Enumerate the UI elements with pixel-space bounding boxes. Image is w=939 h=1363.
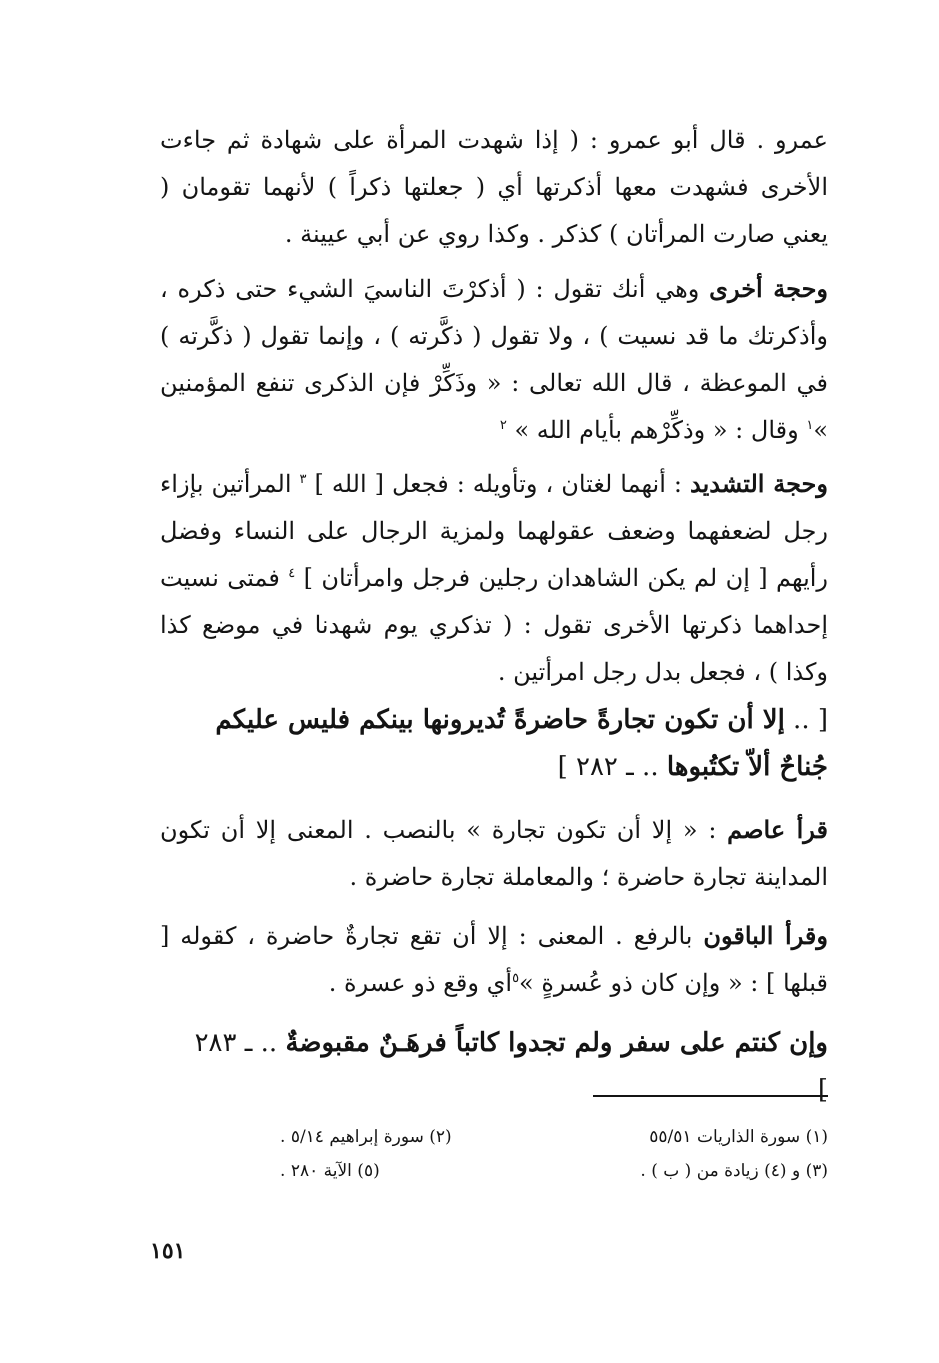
footnote-1: (١) سورة الذاريات ٥٥/٥١ [649, 1127, 828, 1147]
paragraph-text: بالرفع . المعنى : إلا أن تقع تجارةٌ حاضرة ، كقوله [ قبلها ] : « وإن كان ذو عُسرةٍ » [160, 922, 828, 997]
footnote-2: (٢) سورة إبراهيم ٥/١٤ . [280, 1127, 452, 1147]
footnote-ref-4: ٤ [288, 566, 296, 581]
page-number: ١٥١ [150, 1238, 186, 1264]
footnote-row [280, 1154, 828, 1188]
paragraph-tashdid-argument [160, 460, 828, 696]
verse-open-bracket: [ .. [784, 705, 828, 735]
paragraph-text: : أنهما لغتان ، وتأويله : فجعل [ الله ] [314, 470, 690, 498]
paragraph-asim-reading [160, 806, 828, 901]
paragraph-lead: قرأ عاصم [727, 815, 828, 844]
paragraph-lead: وقرأ الباقون [703, 921, 828, 950]
quran-verse-282 [160, 697, 828, 791]
verse-reference: .. ـ ٢٨٢ ] [557, 752, 667, 782]
footnote-row [280, 1120, 828, 1154]
paragraph-others-reading [160, 912, 828, 1007]
paragraph-text: فمتى نسيت إحداهما ذكرتها الأخرى تقول : ( تذكري يوم شهدنا في موضع كذا وكذا ) ، فجعل بدل رجل امرأتين . [160, 564, 828, 686]
paragraph-text: أي وقع ذو عسرة . [328, 969, 513, 997]
paragraph-text: المرأتين بإزاء رجل لضعفهما وضعف عقولهما ولمزية الرجال على النساء وفضل رأيهم [ إن لم يكن الشاهدان رجلين فرجل وامرأتان ] [160, 470, 829, 592]
paragraph-lead: وحجة أخرى [709, 274, 828, 303]
footnote-divider [593, 1095, 828, 1097]
paragraph-text: وهي أنك تقول : ( أذكرْتَ الناسيَ الشيء حتى ذكره ، وأذكرتك ما قد نسيت ) ، ولا تقول ( ذكَّرته ) ، وإنما تقول ( ذكَّرته ) في الموعظة ، قال الله تعالى : « وذَكِّرْ فإن الذكرى تنفع المؤمنين » [160, 275, 828, 444]
paragraph-another-argument [160, 265, 828, 454]
verse-text: إلا أن تكون تجارةً حاضرةً تُديرونها بينكم فليس عليكم جُناحٌ ألاّ تكتُبوها [215, 705, 828, 782]
footnote-5: (٥) الآية ٢٨٠ . [280, 1161, 380, 1181]
footnote-ref-3: ٣ [299, 472, 307, 487]
paragraph-text: وقال : « وذكِّرْهم بأيام الله » [514, 416, 807, 444]
footnote-ref-2: ٢ [499, 418, 507, 433]
paragraph-text: عمرو . قال أبو عمرو : ( إذا شهدت المرأة على شهادة ثم جاءت الأخرى فشهدت معها أذكرتها أي ( جعلتها ذكراً ) لأنهما تقومان ( يعني صارت المرأتان ) كذكر . وكذا روي عن أبي عيينة . [160, 126, 828, 248]
paragraph-lead: وحجة التشديد [689, 469, 828, 498]
verse-text: وإن كنتم على سفر ولم تجدوا كاتباً فرهَـنٌ مقبوضةٌ [285, 1028, 828, 1058]
paragraph-abu-amr [160, 117, 828, 258]
footnotes [280, 1120, 828, 1188]
verse-reference: .. ـ ٢٨٣ ] [194, 1028, 828, 1105]
paragraph-text: : « إلا أن تكون تجارة » بالنصب . المعنى إلا أن تكون المداينة تجارة حاضرة ؛ والمعاملة تجارة حاضرة . [160, 816, 828, 891]
footnote-ref-1: ١ [806, 418, 814, 433]
footnote-ref-5: ٥ [512, 971, 520, 986]
quran-verse-283 [188, 1020, 828, 1114]
footnote-3-4: (٣) و (٤) زيادة من ( ب ) . [640, 1161, 828, 1181]
